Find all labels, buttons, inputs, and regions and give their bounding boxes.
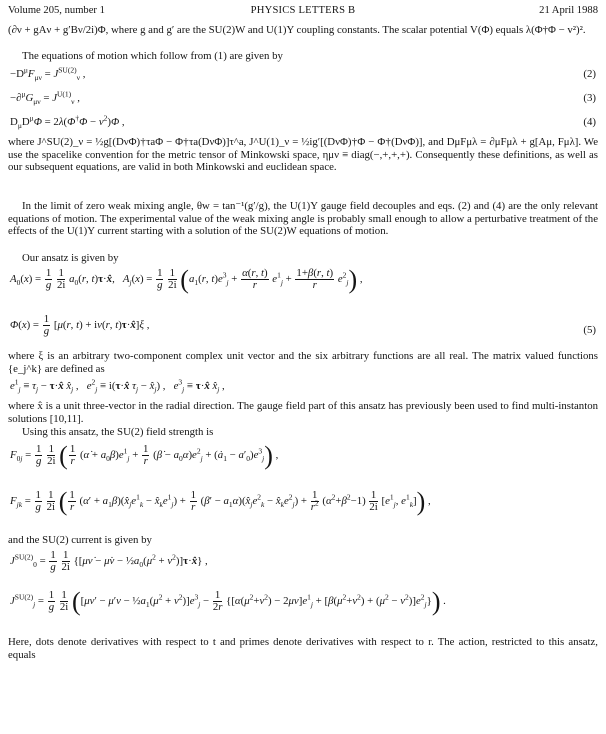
equation-4: $D_\mu D^\mu\Phi = 2\lambda(\Phi^\dagger\Phi - v^2)\Phi$ , (4) bbox=[10, 113, 596, 131]
equation-number: (3) bbox=[583, 92, 596, 104]
running-header bbox=[8, 5, 598, 19]
paragraph-current-definitions: where J^SU(2)_ν = ½g[(DνΦ)†τaΦ − Φ†τa(DνΦ)]τ^a, J^U(1)_ν = ½ig′[(DνΦ)†Φ − Φ†(DνΦ)], and DμFμλ = ∂μFμλ + g[Aμ, Fμλ]. We use the spacelike convention for the metric tensor of Minkowski space, ημν ≡ diag(−,+,+,+). Consequently these definitions, as well as our subsequent equations, are valid in both Minkowski and euclidean space. bbox=[8, 136, 598, 174]
equation-field-strength-jk: $F_{jk}$ = $\frac{1}{g}$ $\frac{1}{2i}$ ( $\frac{1}{r}$ $(\alpha' + a_1\beta)(x̂_je^1_k$ − $x̂_ke^1_j$) + $\frac{1}{r}$ $(\beta' - a_1\alpha)(x̂_je^2_k$ − $x̂_ke^2_j$) + $\frac{1}{r^2}$ $(\alpha^2+\beta^2-1)$ $\frac{1}{2i}$ [$e^1_j$, $e^1_k$]) , bbox=[10, 486, 431, 516]
equation-5-higgs-field: Φ(x) = $\frac{1}{g}$ [μ(r, t) + iν(r, t)τ·x̂]ξ , (5) bbox=[10, 313, 596, 337]
equation-number: (4) bbox=[583, 116, 596, 128]
journal-title: PHYSICS LETTERS B bbox=[250, 5, 356, 16]
paragraph-current-intro: and the SU(2) current is given by bbox=[8, 534, 152, 546]
equation-matrix-definitions: $e^1_j \equiv \tau_j$ − τ·x̂ $x̂_j$ , $e^2_j$ ≡ i(τ·x̂ $\tau_j$ − $x̂_j$) , $e^3_j$ ≡ τ·x̂ $x̂_j$ , bbox=[10, 377, 225, 395]
paragraph-field-strength-intro: Using this ansatz, the SU(2) field strength is bbox=[22, 426, 214, 438]
paragraph-unit-vector: where x̂ is a unit three-vector in the radial direction. The gauge field part of this ansatz has previously been used to find multi-instanton solutions [10,11]. bbox=[8, 400, 598, 425]
paragraph-equations-intro: The equations of motion which follow from (1) are given by bbox=[22, 50, 283, 62]
equation-3: $-\partial^\mu G_{\mu\nu} = J^{U(1)}_\nu$ , (3) bbox=[10, 89, 596, 107]
paragraph-action-intro: Here, dots denote derivatives with respect to t and primes denote derivatives with respect to r. The action, restricted to this ansatz, equals bbox=[8, 636, 598, 661]
volume-number: Volume 205, number 1 bbox=[8, 5, 105, 16]
equation-current-0: $J^{SU(2)}_0$ = $\frac{1}{g}$ $\frac{1}{2i}$ {[μν̇ − μ̇ν − $\frac{1}{2}a_0(\mu^2$ + $\nu^2)]\tau\cdot x̂$} , bbox=[10, 549, 208, 573]
equation-ansatz-gauge-field: $A_0(x)$ = $\frac{1}{g}$ $\frac{1}{2i}$ $a_0(r$, t)τ·x̂, $A_j(x)$ = $\frac{1}{g}$ $\frac{1}{2i}$ ($a_1(r$, $t)e^3_j$ + $\frac{\alpha(r, t)}{r}$ $e^1_j$ + $\frac{1+\beta(r, t)}{r}$ $e^2_j$) , bbox=[10, 264, 363, 294]
equation-number: (5) bbox=[583, 324, 596, 336]
equation-field-strength-0j: $F_{0j}$ = $\frac{1}{g}$ $\frac{1}{2i}$ ( $\frac{1}{r}$ (α̇ + $a_0\beta)e^1_j$ + $\frac{1}{r}$ (β̇ − $a_0\alpha)e^2_j$ + $(ȧ_1 - a'_0)e^3_j$) , bbox=[10, 440, 279, 470]
paragraph-weak-mixing-angle: In the limit of zero weak mixing angle, θw = tan⁻¹(g′/g), the U(1)Y gauge field decouples and eqs. (2) and (4) are the only relevant equations of motion. The experimental value of the weak mixing angle is probably small enough to allow a perturbative treatment of the effects of the U(1)Y current starting with a solution of the SU(2)W equations of motion. bbox=[8, 200, 598, 238]
paragraph-coupling-constants: (∂ν + gAν + g′Bν/2i)Φ, where g and g′ are the SU(2)W and U(1)Y coupling constants. The scalar potential V(Φ) equals λ(Φ†Φ − v²)². bbox=[8, 24, 586, 36]
paragraph-matrix-functions: where ξ is an arbitrary two-component complex unit vector and the six arbitrary functions are all real. The matrix valued functions {e_j^k} are defined as bbox=[8, 350, 598, 375]
equation-number: (2) bbox=[583, 68, 596, 80]
paragraph-ansatz-intro: Our ansatz is given by bbox=[22, 252, 119, 264]
equation-2: $-D^\mu F_{\mu\nu} = J^{SU(2)}_\nu$ , (2) bbox=[10, 65, 596, 83]
equation-current-j: $J^{SU(2)}_j$ = $\frac{1}{g}$ $\frac{1}{2i}$ ($[\mu\nu' - \mu'\nu - \frac{1}{2}a_1(\mu^2 + \nu^2)]e^3_j$ − $\frac{1}{2r}$ $\{[\alpha(\mu^2+\nu^2) - 2\mu\nu]e^1_j + [\beta(\mu^2+\nu^2) + (\mu^2 - \nu^2)]e^2_j\}$) . bbox=[10, 586, 446, 616]
issue-date: 21 April 1988 bbox=[539, 5, 598, 16]
